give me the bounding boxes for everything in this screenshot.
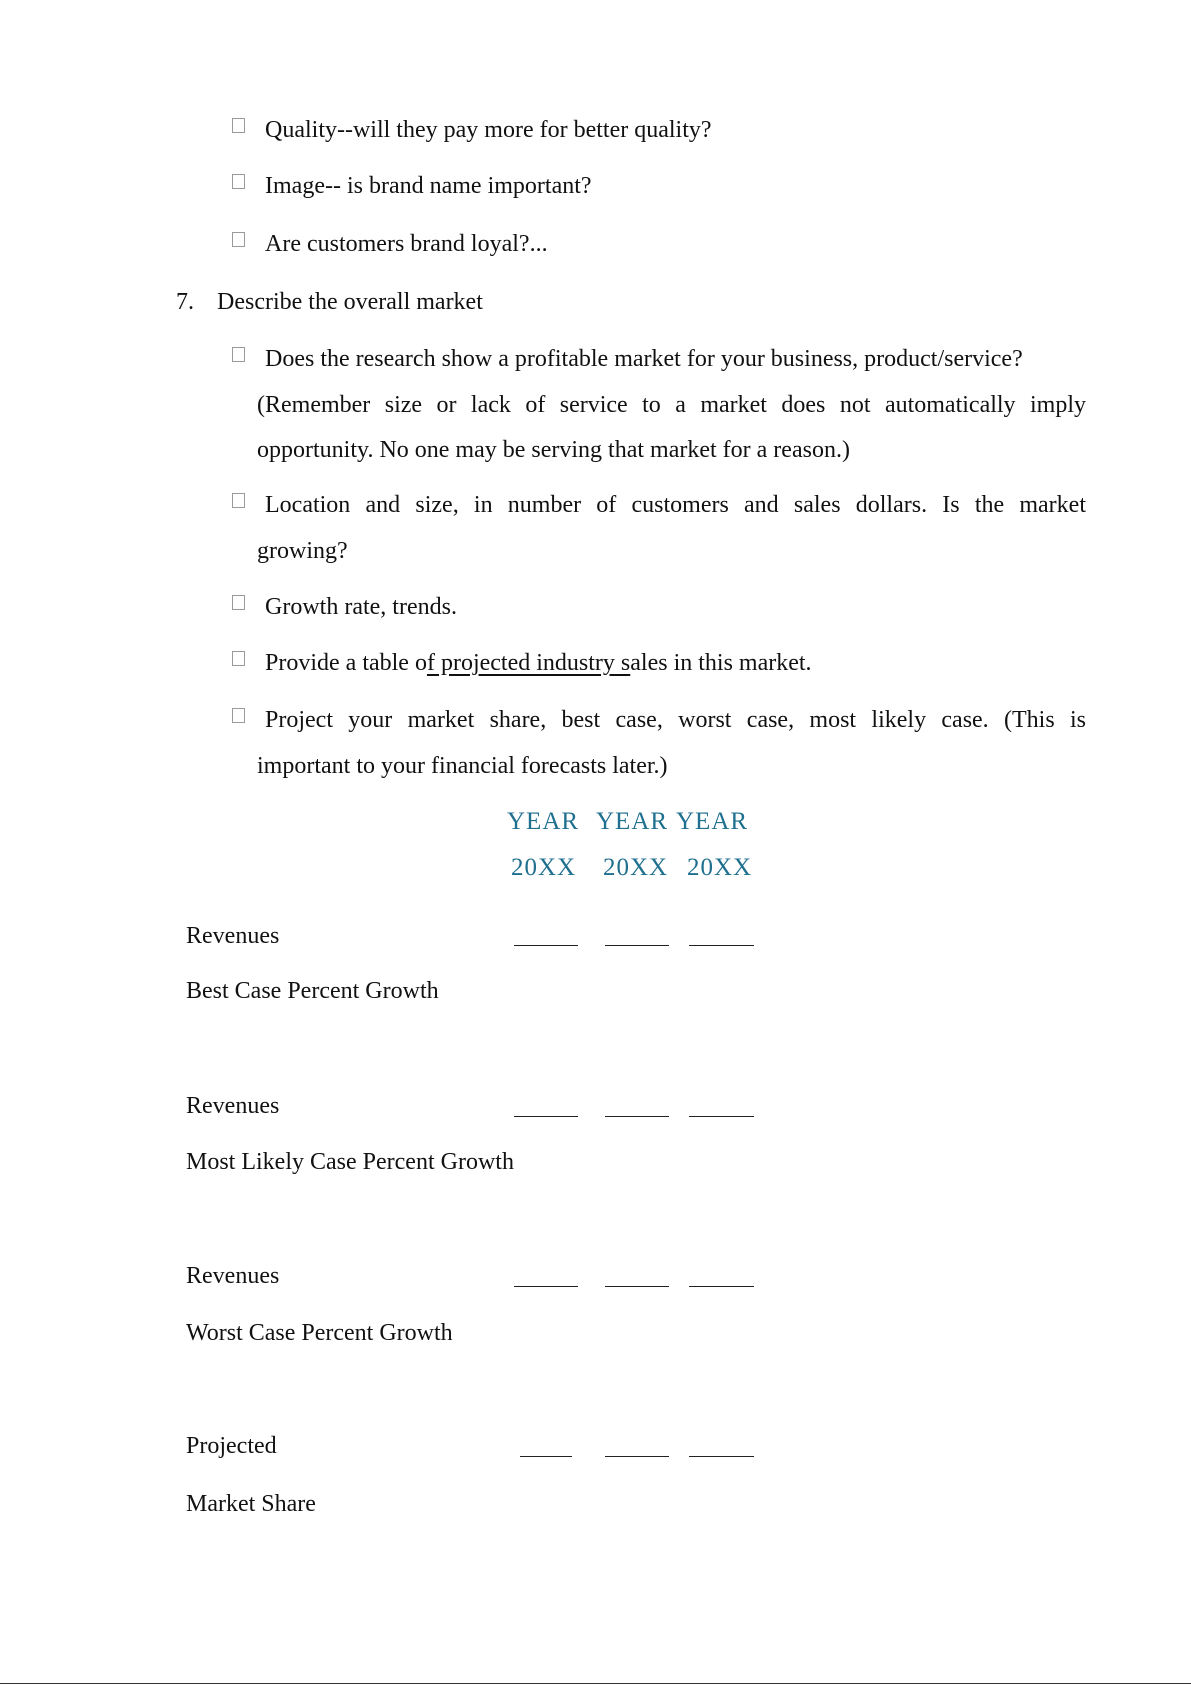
bullet-text: Project your market share, best case, worst case, most likely case. (This is — [265, 707, 1086, 733]
blank-likely-3[interactable] — [689, 1116, 754, 1117]
bullet-text-underlined: f projected industry s — [426, 650, 631, 676]
bullet-profitable-market — [232, 344, 1086, 374]
bullet-text: Does the research show a profitable market for your business, product/service? — [265, 346, 1023, 372]
blank-best-3[interactable] — [689, 945, 754, 946]
row-label-revenues-likely: Revenues — [186, 1093, 280, 1119]
bullet-industry-sales-table — [232, 648, 1086, 678]
blank-share-1[interactable] — [520, 1456, 572, 1457]
checkbox-icon — [232, 174, 245, 189]
year-header-3: YEAR — [676, 808, 749, 835]
bullet-quality — [232, 115, 1086, 145]
checkbox-icon — [232, 595, 245, 610]
bullet-continuation: important to your financial forecasts later.) — [257, 753, 668, 779]
bullet-growth-rate — [232, 592, 1086, 622]
blank-worst-3[interactable] — [689, 1286, 754, 1287]
blank-likely-2[interactable] — [605, 1116, 669, 1117]
bullet-brand-loyal — [232, 229, 1086, 259]
bullet-text: Location and size, in number of customers and sales dollars. Is the market — [265, 492, 1086, 518]
checkbox-icon — [232, 118, 245, 133]
page-bottom-rule — [0, 1683, 1191, 1684]
row-label-revenues-worst: Revenues — [186, 1263, 280, 1289]
blank-likely-1[interactable] — [514, 1116, 578, 1117]
checkbox-icon — [232, 493, 245, 508]
year-header-2: YEAR — [596, 808, 669, 835]
row-label-revenues-best: Revenues — [186, 923, 280, 949]
year-header-1: YEAR — [507, 808, 580, 835]
blank-share-2[interactable] — [605, 1456, 669, 1457]
year-value-1: 20XX — [511, 854, 577, 881]
bullet-market-share — [232, 705, 1086, 735]
blank-share-3[interactable] — [689, 1456, 754, 1457]
blank-worst-1[interactable] — [514, 1286, 578, 1287]
bullet-continuation: opportunity. No one may be serving that market for a reason.) — [257, 437, 850, 463]
bullet-location-size — [232, 490, 1086, 520]
blank-worst-2[interactable] — [605, 1286, 669, 1287]
bullet-text: Image-- is brand name important? — [265, 173, 592, 199]
bullet-continuation: growing? — [257, 538, 348, 564]
section-number: 7. — [176, 289, 194, 315]
bullet-text: Growth rate, trends. — [265, 594, 457, 620]
row-label-best-growth: Best Case Percent Growth — [186, 978, 439, 1004]
checkbox-icon — [232, 651, 245, 666]
blank-best-2[interactable] — [605, 945, 669, 946]
bullet-text-pre: Provide a table o — [265, 650, 427, 676]
year-value-3: 20XX — [687, 854, 753, 881]
bullet-image — [232, 171, 1086, 201]
row-label-market-share: Market Share — [186, 1491, 316, 1517]
row-label-projected: Projected — [186, 1433, 277, 1459]
bullet-text-post: ales in this market. — [630, 650, 812, 676]
bullet-continuation: (Remember size or lack of service to a market does not automatically imply — [257, 392, 1086, 418]
blank-best-1[interactable] — [514, 945, 578, 946]
checkbox-icon — [232, 347, 245, 362]
checkbox-icon — [232, 232, 245, 247]
bullet-text: Are customers brand loyal?... — [265, 231, 548, 257]
section-title: Describe the overall market — [217, 289, 483, 315]
year-value-2: 20XX — [603, 854, 669, 881]
row-label-likely-growth: Most Likely Case Percent Growth — [186, 1149, 514, 1175]
row-label-worst-growth: Worst Case Percent Growth — [186, 1320, 453, 1346]
bullet-text: Quality--will they pay more for better quality? — [265, 117, 712, 143]
checkbox-icon — [232, 708, 245, 723]
